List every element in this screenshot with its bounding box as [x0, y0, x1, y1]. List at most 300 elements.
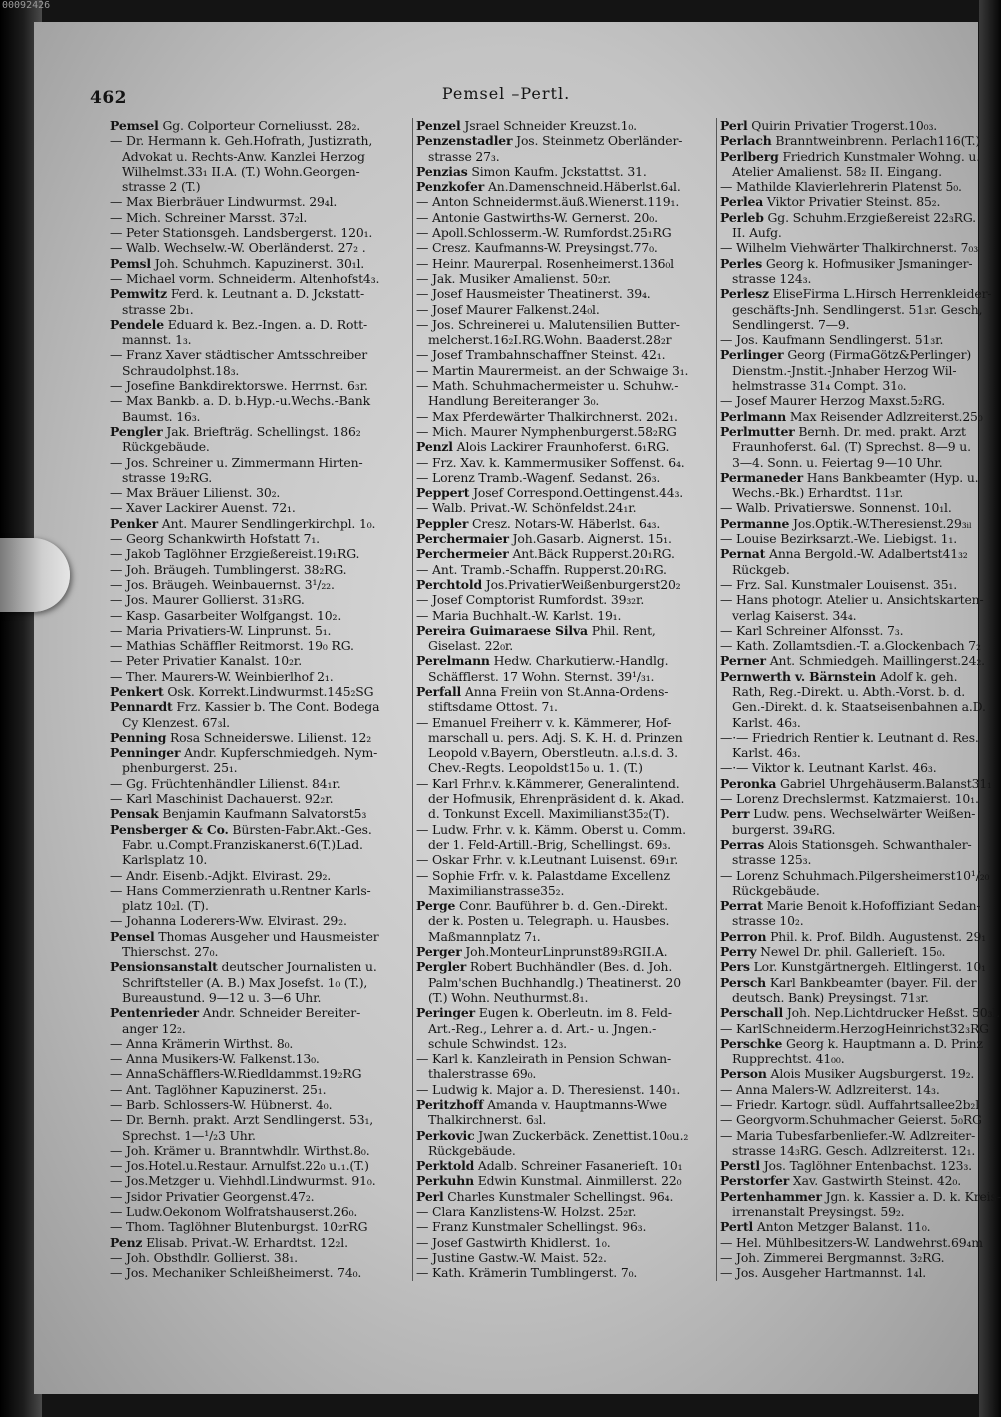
- entry-text: strasse 27₃.: [428, 148, 500, 164]
- entry-text: — Karl Schreiner Alfonsst. 7₃.: [720, 622, 904, 638]
- directory-entry-heading: [416, 179, 716, 194]
- entry-surname: Penzel: [416, 118, 461, 133]
- entry-text: Quirin Privatier Trogerst.10₀₃.: [747, 118, 938, 133]
- entry-text: — Ant. Tramb.-Schaffn. Rupperst.20₁RG.: [416, 561, 667, 577]
- directory-entry: [720, 240, 988, 255]
- directory-entry-heading: [720, 470, 988, 485]
- entry-text: — Clara Kanzlistens-W. Holzst. 25₂r.: [416, 1204, 637, 1220]
- directory-entry-heading: [416, 1097, 716, 1112]
- entry-text: strasse 14₃RG. Gesch. Adlzreiterst. 12₁.: [732, 1142, 976, 1158]
- directory-entry: [110, 1250, 410, 1265]
- entry-text: — Josef Gastwirth Khidlerst. 1₀.: [416, 1234, 611, 1250]
- directory-entry: [110, 577, 410, 592]
- directory-entry: [720, 1250, 988, 1265]
- directory-entry-continuation: [720, 378, 988, 393]
- directory-entry-continuation: [110, 179, 410, 194]
- entry-text: — Karl k. Kanzleirath in Pension Schwan-: [416, 1051, 672, 1067]
- entry-text: (T.) Wohn. Neuthurmst.8₁.: [428, 989, 589, 1005]
- entry-text: — Lorenz Drechslermst. Katzmaierst. 10₁.: [720, 791, 979, 807]
- entry-text: — Anna Malers-W. Adlzreiterst. 14₃.: [720, 1081, 940, 1097]
- directory-entry: [416, 317, 716, 332]
- entry-text: Sprechst. 1—¹/₂3 Uhr.: [122, 1127, 256, 1143]
- directory-entry-continuation: [110, 852, 410, 867]
- directory-entry-heading: [110, 806, 410, 821]
- entry-text: — Walb. Privat.-W. Schönfeldst.24₁r.: [416, 500, 637, 516]
- entry-surname: Perlmann: [720, 408, 787, 424]
- directory-entry: [110, 271, 410, 286]
- directory-entry-continuation: [720, 302, 988, 317]
- directory-entry: [720, 531, 988, 546]
- entry-text: — Josef Maurer Herzog Maxst.5₂RG.: [720, 393, 946, 409]
- directory-entry-heading: [416, 1128, 716, 1143]
- directory-entry-heading: [110, 822, 410, 837]
- entry-surname: Permanne: [720, 515, 790, 531]
- directory-entry-continuation: [416, 975, 716, 990]
- entry-text: — Hans photogr. Atelier u. Ansichtskarten-: [720, 592, 984, 608]
- directory-entry: [416, 1204, 716, 1219]
- entry-text: — Apoll.Schlosserm.-W. Rumfordst.25₁RG: [416, 225, 672, 241]
- directory-entry: [110, 638, 410, 653]
- entry-text: — Kath. Zollamtsdien.-T. a.Glockenbach 7₂: [720, 638, 981, 654]
- directory-entry-continuation: [110, 944, 410, 959]
- directory-entry-continuation: [416, 699, 716, 714]
- entry-surname: Penninger: [110, 745, 181, 761]
- directory-entry: [110, 1189, 410, 1204]
- entry-text: strasse 2b₁.: [122, 301, 194, 317]
- entry-text: — Peter Privatier Kanalst. 10₂r.: [110, 653, 302, 669]
- directory-entry-continuation: [720, 822, 988, 837]
- entry-text: Dienstm.-Jnstit.-Jnhaber Herzog Wil-: [732, 362, 957, 378]
- directory-entry-heading: [416, 164, 716, 179]
- entry-surname: Penzl: [416, 439, 453, 455]
- entry-text: — Ant. Taglöhner Kapuzinerst. 25₁.: [110, 1081, 327, 1097]
- entry-surname: Pertenhammer: [720, 1188, 822, 1204]
- entry-text: — Josef Trambahnschaffner Steinst. 42₁.: [416, 347, 666, 363]
- entry-text: —·— Viktor k. Leutnant Karlst. 46₃.: [720, 760, 937, 776]
- entry-surname: Penzkofer: [416, 179, 485, 195]
- directory-entry-heading: [416, 531, 716, 546]
- directory-entry-continuation: [110, 164, 410, 179]
- directory-entry-heading: [416, 439, 716, 454]
- directory-page: [34, 22, 1001, 1394]
- directory-entry-heading: [416, 516, 716, 531]
- entry-text: Phil. k. Prof. Bildh. Augustenst. 29₁: [766, 928, 987, 944]
- directory-entry-continuation: [720, 684, 988, 699]
- entry-surname: Pereira Guimaraese Silva: [416, 622, 588, 638]
- entry-text: — Jsidor Privatier Georgenst.47₂.: [110, 1188, 315, 1204]
- entry-text: — Hel. Mühlbesitzers-W. Landwehrst.69₄m: [720, 1234, 983, 1250]
- directory-entry: [110, 868, 410, 883]
- directory-entry: [416, 455, 716, 470]
- entry-text: Gg. Schuhm.Erzgießereist 22₃RG.: [763, 209, 976, 225]
- directory-entry-continuation: [416, 745, 716, 760]
- directory-entry: [720, 1265, 988, 1280]
- entry-text: — Peter Stationsgeh. Landsbergerst. 120₁.: [110, 225, 373, 241]
- directory-entry: [110, 393, 410, 408]
- directory-entry-continuation: [416, 990, 716, 1005]
- column-3: [716, 118, 1001, 1281]
- entry-surname: Pernat: [720, 546, 766, 562]
- entry-text: Andr. Schneider Bereiter-: [198, 1005, 361, 1021]
- entry-text: Eugen k. Oberleutn. im 8. Feld-: [475, 1005, 672, 1021]
- directory-entry: [720, 868, 988, 883]
- entry-surname: Perlea: [720, 194, 764, 210]
- directory-entry-continuation: [720, 699, 988, 714]
- directory-entry-heading: [416, 944, 716, 959]
- directory-entry-heading: [720, 775, 992, 791]
- directory-entry-continuation: [110, 975, 410, 990]
- entry-text: — Hans Commerzienrath u.Rentner Karls-: [110, 882, 371, 898]
- entry-text: — Justine Gastw.-W. Maist. 52₂.: [416, 1249, 607, 1265]
- directory-entry: [110, 913, 410, 928]
- directory-entry-continuation: [416, 1143, 716, 1158]
- entry-text: Alois Musiker Augsburgerst. 19₂.: [766, 1066, 975, 1082]
- entry-surname: Perl: [720, 118, 748, 133]
- entry-text: mannst. 1₃.: [122, 332, 192, 348]
- entry-text: irrenanstalt Preysingst. 59₂.: [732, 1204, 905, 1220]
- entry-text: verlag Kaiserst. 34₄.: [732, 607, 857, 623]
- entry-surname: Perchermaier: [416, 531, 509, 547]
- entry-text: anger 12₂.: [122, 1020, 186, 1036]
- entry-text: — Jos. Schreinerei u. Malutensilien Butter-: [416, 316, 680, 332]
- directory-entry-heading: [720, 256, 988, 271]
- entry-text: — Frz. Xav. k. Kammermusiker Soffenst. 6₄.: [416, 454, 685, 470]
- entry-text: Maximilianstrasse35₂.: [428, 882, 565, 898]
- directory-entry: [416, 347, 716, 362]
- entry-text: — Mathilde Klavierlehrerin Platenst 5₀.: [720, 179, 962, 195]
- directory-entry: [110, 623, 410, 638]
- directory-entry-heading: [720, 929, 988, 944]
- entry-text: Joh. Schuhmch. Kapuzinerst. 30₁l.: [150, 255, 365, 271]
- directory-entry-continuation: [720, 485, 988, 500]
- directory-entry: [416, 1051, 716, 1066]
- entry-surname: Perger: [416, 944, 462, 960]
- entry-text: stiftsdame Ottost. 7₁.: [428, 699, 558, 715]
- entry-surname: Pemsel: [110, 118, 159, 133]
- directory-entry: [416, 715, 716, 730]
- entry-surname: Perge: [416, 898, 456, 914]
- entry-text: Adalb. Schreiner Fasanerieſt. 10₁: [474, 1158, 683, 1174]
- entry-text: — Kasp. Gasarbeiter Wolfgangst. 10₂.: [110, 607, 342, 623]
- directory-entry-continuation: [416, 393, 716, 408]
- directory-entry: [416, 852, 716, 867]
- directory-entry-continuation: [110, 302, 410, 317]
- directory-entry-continuation: [416, 760, 716, 775]
- directory-entry-heading: [720, 653, 988, 668]
- entry-text: — Louise Bezirksarzt.-We. Liebigst. 1₁.: [720, 531, 958, 547]
- entry-text: Elisab. Privat.-W. Erhardtst. 12₂l.: [142, 1234, 348, 1250]
- entry-surname: Perelmann: [416, 653, 490, 669]
- directory-entry-continuation: [720, 1051, 988, 1066]
- entry-surname: Pemsl: [110, 255, 151, 271]
- directory-entry-heading: [110, 1005, 410, 1020]
- entry-surname: Perr: [720, 806, 750, 822]
- entry-text: Schäfflerst. 17 Wohn. Sternst. 39¹/₃₁.: [428, 668, 655, 684]
- directory-entry: [110, 133, 410, 148]
- directory-entry-heading: [416, 1158, 716, 1173]
- entry-text: Ant. Maurer Sendlingerkirchpl. 1₀.: [157, 515, 376, 531]
- directory-entry-continuation: [720, 271, 988, 286]
- entry-text: Conr. Bauführer b. d. Gen.-Direkt.: [455, 898, 668, 914]
- directory-entry: [110, 225, 410, 240]
- entry-surname: Perlmutter: [720, 423, 795, 439]
- entry-text: — Jos. Mechaniker Schleißheimerst. 74₀.: [110, 1265, 362, 1281]
- entry-text: der k. Posten u. Telegraph. u. Hausbes.: [428, 913, 670, 929]
- directory-entry-continuation: [720, 1143, 988, 1158]
- directory-entry: [720, 760, 988, 775]
- directory-entry-heading: [110, 1235, 410, 1250]
- directory-entry-continuation: [720, 455, 988, 470]
- entry-surname: Perlberg: [720, 148, 779, 164]
- directory-entry-heading: [110, 118, 410, 133]
- directory-entry: [110, 1204, 410, 1219]
- directory-entry: [720, 730, 988, 745]
- directory-entry-continuation: [416, 332, 716, 347]
- directory-entry-continuation: [110, 409, 410, 424]
- entry-text: Rückgeb.: [732, 561, 790, 577]
- directory-entry-continuation: [416, 1036, 716, 1051]
- directory-entry-heading: [720, 118, 988, 133]
- entry-text: Bernh. Dr. med. prakt. Arzt: [794, 423, 966, 439]
- entry-text: — Joh. Zimmerei Bergmannst. 3₂RG.: [720, 1249, 945, 1265]
- entry-text: — Josef Comptorist Rumfordst. 39₃₂r.: [416, 592, 645, 608]
- directory-entry-heading: [720, 898, 988, 913]
- directory-entry: [720, 393, 988, 408]
- entry-text: — Heinr. Maurerpal. Rosenheimerst.136₀l: [416, 255, 674, 271]
- directory-entry: [110, 1265, 410, 1280]
- entry-text: strasse 19₂RG.: [122, 469, 212, 485]
- entry-surname: Pemwitz: [110, 286, 168, 302]
- directory-entry-heading: [110, 516, 410, 531]
- entry-text: — Karl Frhr.v. k.Kämmerer, Generalintend.: [416, 775, 680, 791]
- entry-text: — Ludwig k. Major a. D. Theresienst. 140₁.: [416, 1081, 681, 1097]
- entry-text: — Franz Kunstmaler Schellingst. 96₃.: [416, 1219, 647, 1235]
- directory-entry-continuation: [416, 149, 716, 164]
- entry-text: — Anna Musikers-W. Falkenst.13₀.: [110, 1051, 320, 1067]
- entry-text: —·— Friedrich Rentier k. Leutnant d. Res.: [720, 729, 979, 745]
- entry-surname: Perstorfer: [720, 1173, 790, 1189]
- entry-text: Adolf k. geh.: [876, 668, 958, 684]
- entry-surname: Peringer: [416, 1005, 475, 1021]
- entry-surname: Pers: [720, 959, 750, 975]
- entry-text: — Joh. Bräugeh. Tumblingerst. 38₂RG.: [110, 561, 347, 577]
- directory-entry-continuation: [416, 883, 716, 898]
- directory-entry: [416, 225, 716, 240]
- directory-entry-heading: [110, 745, 410, 760]
- entry-text: Phil. Rent,: [587, 622, 656, 638]
- entry-text: — Jos.Metzger u. Viehhdl.Lindwurmst. 91₀.: [110, 1173, 376, 1189]
- entry-text: Jos.PrivatierWeißenburgerst20₂: [481, 576, 681, 592]
- entry-text: Fraunhoferst. 6₄l. (T) Sprechst. 8—9 u.: [732, 439, 971, 455]
- entry-text: — Maria Privatiers-W. Linprunst. 5₁.: [110, 622, 332, 638]
- directory-entry: [416, 500, 716, 515]
- directory-entry-heading: [720, 1005, 1000, 1021]
- directory-entry-heading: [720, 516, 988, 531]
- entry-text: — Martin Maurermeist. an der Schwaige 3₁.: [416, 362, 689, 378]
- entry-surname: Perras: [720, 836, 765, 852]
- entry-text: — Georgvorm.Schuhmacher Geierst. 5₀RG: [720, 1112, 982, 1128]
- entry-text: — Maria Tubesfarbenliefer.-W. Adlzreiter-: [720, 1127, 976, 1143]
- directory-entry-continuation: [110, 837, 410, 852]
- entry-text: burgerst. 39₄RG.: [732, 821, 836, 837]
- entry-surname: Perfall: [416, 683, 462, 699]
- directory-entry-heading: [416, 133, 716, 148]
- entry-text: strasse 124₃.: [732, 270, 812, 286]
- entry-text: Bureaustund. 9—12 u. 3—6 Uhr.: [122, 989, 322, 1005]
- entry-surname: Pensel: [110, 928, 155, 944]
- entry-text: Josef Correspond.Oettingenst.44₃.: [469, 485, 684, 501]
- directory-entry: [110, 592, 410, 607]
- entry-surname: Penkert: [110, 683, 164, 699]
- entry-text: strasse 10₂.: [732, 913, 804, 929]
- directory-entry: [416, 302, 716, 317]
- directory-entry: [110, 455, 410, 470]
- entry-text: — Max Bankb. a. D. b.Hyp.-u.Wechs.-Bank: [110, 393, 370, 409]
- directory-entry-heading: [720, 1066, 988, 1081]
- directory-entry-heading: [110, 684, 410, 699]
- entry-text: Andr. Kupferschmiedgeh. Nym-: [180, 745, 378, 761]
- directory-entry-continuation: [416, 913, 716, 928]
- entry-text: platz 10₂l. (T).: [122, 898, 209, 914]
- entry-text: Anna Freiin von St.Anna-Ordens-: [461, 683, 669, 699]
- entry-surname: Peritzhoff: [416, 1097, 484, 1112]
- directory-entry-heading: [416, 684, 716, 699]
- entry-surname: Perles: [720, 255, 763, 271]
- directory-entry: [720, 179, 988, 194]
- entry-text: An.Damenschneid.Häberlst.6₄l.: [484, 179, 681, 195]
- directory-entry: [110, 1158, 410, 1173]
- entry-text: Jsrael Schneider Kreuzst.1₀.: [460, 118, 637, 133]
- directory-entry: [416, 409, 716, 424]
- entry-surname: Perleb: [720, 209, 764, 225]
- entry-text: Joh.MonteurLinprunst89₃RGII.A.: [461, 944, 668, 960]
- entry-text: Marie Benoit k.Hofoffiziant Sedan-: [762, 898, 981, 914]
- entry-text: Jgn. k. Kassier a. D. k. Kreis-: [821, 1188, 1001, 1204]
- directory-entry-heading: [416, 1189, 716, 1204]
- entry-text: — Dr. Bernh. prakt. Arzt Sendlingerst. 53₁,: [110, 1112, 374, 1128]
- entry-surname: Pensak: [110, 806, 159, 822]
- directory-entry: [110, 210, 410, 225]
- entry-text: der 1. Feld-Artill.-Brig, Schellingst. 69₃.: [428, 836, 671, 852]
- directory-entry-heading: [720, 1219, 988, 1234]
- directory-entry-heading: [720, 1036, 988, 1051]
- entry-text: deutsch. Bank) Preysingst. 71₃r.: [732, 989, 929, 1005]
- entry-text: Benjamin Kaufmann Salvatorst5₃: [158, 806, 367, 822]
- directory-entry-heading: [110, 424, 410, 439]
- entry-text: Osk. Korrekt.Lindwurmst.145₂SG: [163, 683, 374, 699]
- directory-entry-heading: [720, 837, 988, 852]
- directory-entry-continuation: [110, 715, 410, 730]
- directory-entry: [110, 776, 410, 791]
- entry-text: Robert Buchhändler (Bes. d. Joh.: [466, 959, 673, 975]
- directory-entry: [110, 378, 410, 393]
- entry-text: — Johanna Loderers-Ww. Elvirast. 29₂.: [110, 913, 347, 929]
- entry-text: Jos. Steinmetz Oberländer-: [512, 133, 683, 149]
- entry-text: Newel Dr. phil. Gallerieſt. 15₀.: [756, 944, 946, 960]
- directory-entry: [720, 1112, 988, 1127]
- directory-entry-heading: [110, 730, 410, 745]
- directory-entry: [416, 1082, 716, 1097]
- directory-entry: [110, 669, 410, 684]
- entry-text: — Anna Krämerin Wirthst. 8₀.: [110, 1035, 294, 1051]
- entry-text: Ludw. pens. Wechselwärter Weißen-: [749, 806, 976, 822]
- entry-text: Maßmannplatz 7₁.: [428, 928, 541, 944]
- entry-text: Friedrich Kunstmaler Wohng. u.: [778, 148, 981, 164]
- entry-text: Ant. Schmiedgeh. Maillingerst.24₂.: [765, 653, 985, 669]
- directory-entry: [416, 562, 716, 577]
- directory-entry-heading: [110, 317, 410, 332]
- entry-text: — Gg. Früchtenhändler Lilienst. 84₁r.: [110, 775, 341, 791]
- entry-text: — Sophie Frfr. v. k. Palastdame Excellenz: [416, 867, 670, 883]
- entry-text: — Jos. Bräugeh. Weinbauernst. 3¹/₂₂.: [110, 576, 335, 592]
- entry-text: — Jos. Schreiner u. Zimmermann Hirten-: [110, 454, 363, 470]
- entry-text: — Oskar Frhr. v. k.Leutnant Luisenst. 69₁r.: [416, 852, 679, 868]
- entry-text: — Michael vorm. Schneiderm. Altenhofst4₃.: [110, 270, 380, 286]
- entry-text: — AnnaSchäfflers-W.Riedldammst.19₂RG: [110, 1066, 362, 1082]
- directory-entry: [110, 1173, 410, 1188]
- directory-entry-continuation: [416, 1021, 716, 1036]
- entry-text: Schraudolphst.18₃.: [122, 362, 240, 378]
- directory-entry-continuation: [416, 730, 716, 745]
- directory-entry-continuation: [720, 1204, 988, 1219]
- entry-text: — Walb. Wechselw.-W. Oberländerst. 27₂ .: [110, 240, 366, 256]
- directory-entry: [416, 271, 716, 286]
- directory-entry-continuation: [110, 1128, 410, 1143]
- directory-entry-continuation: [720, 363, 988, 378]
- entry-text: Rückgebäude.: [428, 1142, 516, 1158]
- entry-text: — Joh. Krämer u. Branntwhdlr. Wirthst.8₀.: [110, 1142, 370, 1158]
- entry-text: — Antonie Gastwirths-W. Gernerst. 20₀.: [416, 209, 658, 225]
- directory-entry-continuation: [416, 791, 716, 806]
- entry-text: Anton Metzger Balanst. 11₀.: [753, 1219, 931, 1235]
- entry-surname: Perkuhn: [416, 1173, 474, 1189]
- entry-text: — Dr. Hermann k. Geh.Hofrath, Justizrath,: [110, 133, 373, 149]
- entry-surname: Pensionsanstalt: [110, 959, 218, 975]
- directory-entry: [416, 608, 716, 623]
- entry-text: — Ther. Maurers-W. Weinbierlhof 2₁.: [110, 668, 334, 684]
- entry-text: Eduard k. Bez.-Ingen. a. D. Rott-: [163, 316, 367, 332]
- directory-entry-heading: [720, 347, 988, 362]
- directory-entry: [416, 1265, 716, 1280]
- entry-surname: Pernwerth v. Bärnstein: [720, 668, 877, 684]
- entry-text: Georg k. Hofmusiker Jsmaninger-: [762, 255, 973, 271]
- directory-entry-heading: [720, 975, 988, 990]
- entry-text: Jos. Taglöhner Entenbachst. 123₃.: [759, 1158, 972, 1174]
- entry-text: geschäfts-Jnh. Sendlingerst. 51₃r. Gesch,: [732, 301, 983, 317]
- directory-entry-continuation: [110, 990, 410, 1005]
- directory-entry-heading: [110, 286, 410, 301]
- directory-entry-heading: [720, 1173, 988, 1188]
- directory-entry: [416, 1219, 716, 1234]
- entry-text: Hedw. Charkutierw.-Handlg.: [489, 653, 669, 669]
- entry-text: Ant.Bäck Rupperst.20₁RG.: [508, 546, 675, 562]
- directory-entry-heading: [720, 210, 988, 225]
- entry-text: helmstrasse 31₄ Compt. 31₀.: [732, 378, 907, 394]
- entry-text: Rosa Schneiderswe. Lilienst. 12₂: [166, 729, 372, 745]
- entry-text: — Josef Maurer Falkenst.24₀l.: [416, 301, 600, 317]
- running-head: Pemsel –Pertl.: [441, 84, 571, 103]
- entry-text: — Georg Schankwirth Hofstatt 7₁.: [110, 531, 320, 547]
- entry-text: Baumst. 16₃.: [122, 408, 201, 424]
- directory-entry: [110, 791, 410, 806]
- directory-entry-continuation: [720, 225, 988, 240]
- scan-id: 00092426: [2, 0, 51, 11]
- directory-entry-heading: [720, 669, 988, 684]
- directory-entry-heading: [720, 194, 988, 209]
- directory-entry: [110, 1051, 410, 1066]
- entry-text: Branntweinbrenn. Perlach116(T.): [771, 133, 981, 149]
- directory-entry-continuation: [110, 332, 410, 347]
